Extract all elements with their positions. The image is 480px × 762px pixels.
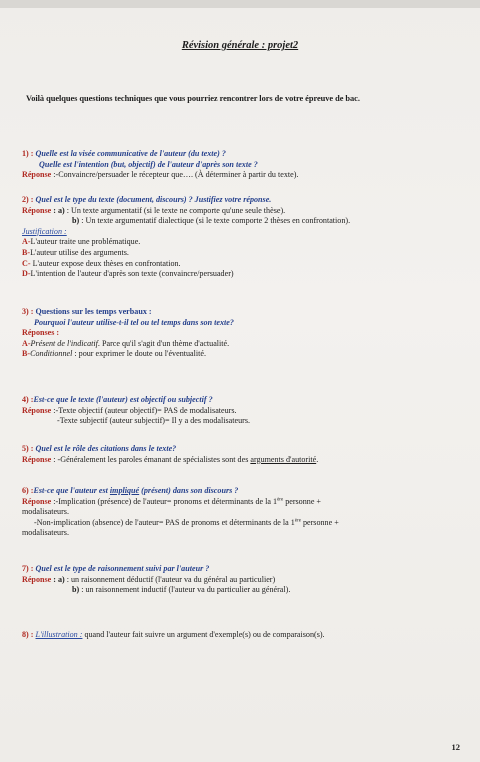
answer-label: Réponse bbox=[22, 496, 52, 506]
answer-label: Réponse bbox=[22, 170, 52, 180]
answer-text: modalisateurs. bbox=[22, 528, 69, 538]
answer-option-a: : a) bbox=[51, 205, 65, 215]
answer-option-a: : a) bbox=[51, 574, 65, 584]
answer-label: Réponse bbox=[22, 574, 52, 584]
section-5 bbox=[22, 444, 466, 465]
term-label: L'illustration : bbox=[35, 630, 83, 639]
question: Quelle est la visée communicative de l'auteur (du texte) ? bbox=[35, 149, 226, 158]
superscript: ère bbox=[277, 496, 284, 502]
section-number: 4) : bbox=[22, 395, 34, 404]
section-6 bbox=[22, 486, 466, 539]
question: Est-ce que l'auteur est bbox=[33, 486, 110, 495]
question: Est-ce que le texte (l'auteur) est objectif ou subjectif ? bbox=[33, 395, 213, 404]
answer-text: -Texte subjectif (auteur subjectif)= Il y a des modalisateurs. bbox=[57, 416, 251, 426]
list-marker: B- bbox=[22, 349, 31, 359]
answer-label: Réponse bbox=[22, 405, 52, 415]
answer-text: : -Généralement les paroles émanant de spécialistes sont des bbox=[51, 454, 251, 464]
page-title: Révision générale : projet2 bbox=[181, 40, 299, 51]
section-2 bbox=[22, 195, 466, 280]
section-3 bbox=[22, 307, 466, 360]
answer-text: personne + bbox=[300, 517, 339, 527]
list-marker: A- bbox=[22, 237, 31, 247]
answer-text: personne + bbox=[283, 496, 322, 506]
section-number: 6) : bbox=[22, 486, 34, 495]
answer-option-b: b) bbox=[72, 585, 80, 595]
section-7 bbox=[22, 564, 466, 596]
answer-text: :-Convaincre/persuader le récepteur que…. (À déterminer à partir du texte). bbox=[51, 170, 299, 180]
superscript: ère bbox=[294, 518, 301, 524]
section-number: 7) : bbox=[22, 564, 34, 573]
question: Quelle est l'intention (but, objectif) de l'auteur d'après son texte ? bbox=[39, 159, 258, 169]
answer-text: : pour exprimer le doute ou l'éventualité. bbox=[72, 349, 206, 359]
answer-end: . bbox=[316, 454, 319, 464]
answer-text: : un raisonnement déductif (l'auteur va du général au particulier) bbox=[64, 574, 276, 584]
section-number: 3) : bbox=[22, 307, 34, 316]
list-marker: D- bbox=[22, 269, 31, 279]
answer-text: : Un texte argumentatif dialectique (si le texte comporte 2 thèses en confrontation). bbox=[79, 216, 351, 226]
list-item: L'auteur traite une problématique. bbox=[30, 237, 141, 247]
answer-label: Réponse bbox=[22, 454, 52, 464]
answer-option-b: b) bbox=[72, 216, 80, 226]
list-marker: A- bbox=[22, 338, 31, 348]
question: Pourquoi l'auteur utilise-t-il tel ou tel temps dans son texte? bbox=[34, 317, 234, 327]
top-edge bbox=[0, 0, 480, 8]
section-8 bbox=[22, 630, 466, 641]
section-1 bbox=[22, 149, 466, 181]
list-item: L'auteur utilise des arguments. bbox=[30, 247, 129, 257]
tense-name: Présent de l'indicatif bbox=[30, 338, 98, 348]
question: Quel est le type du texte (document, discours) ? Justifiez votre réponse. bbox=[35, 195, 272, 204]
list-marker: C- bbox=[22, 258, 31, 268]
answer-text: : un raisonnement inductif (l'auteur va du particulier au général). bbox=[79, 585, 291, 595]
tense-name: Conditionnel bbox=[30, 349, 73, 359]
answer-label: Réponse bbox=[22, 205, 52, 215]
question: (présent) dans son discours ? bbox=[139, 486, 239, 495]
answer-emphasis: arguments d'autorité bbox=[250, 454, 317, 464]
section-4 bbox=[22, 395, 466, 427]
answer-text: :-Implication (présence) de l'auteur= pronoms et déterminants de la 1 bbox=[51, 496, 278, 506]
list-item: L'intention de l'auteur d'après son texte (convaincre/persuader) bbox=[30, 269, 234, 279]
section-number: 1) : bbox=[22, 149, 34, 158]
justification-label: Justification : bbox=[22, 226, 67, 236]
section-number: 2) : bbox=[22, 195, 34, 204]
list-item: L'auteur expose deux thèses en confrontation. bbox=[30, 258, 181, 268]
page-number: 12 bbox=[451, 742, 460, 752]
section-heading: Questions sur les temps verbaux : bbox=[35, 307, 152, 316]
answer-text: : Un texte argumentatif (si le texte ne comporte qu'une seule thèse). bbox=[64, 205, 286, 215]
answer-text: quand l'auteur fait suivre un argument d'exemple(s) ou de comparaison(s). bbox=[82, 630, 325, 639]
answer-text: -Non-implication (absence) de l'auteur= PAS de pronoms et déterminants de la 1 bbox=[34, 517, 295, 527]
answer-label: Réponses : bbox=[22, 328, 60, 338]
section-number: 8) : bbox=[22, 630, 34, 639]
answer-text: modalisateurs. bbox=[22, 507, 69, 517]
section-number: 5) : bbox=[22, 444, 34, 453]
answer-text: :-Texte objectif (auteur objectif)= PAS de modalisateurs. bbox=[51, 405, 237, 415]
answer-text: . Parce qu'il s'agit d'un thème d'actualité. bbox=[97, 338, 230, 348]
question-emphasis: impliqué bbox=[109, 486, 140, 495]
question: Quel est le type de raisonnement suivi par l'auteur ? bbox=[35, 564, 210, 573]
list-marker: B- bbox=[22, 247, 31, 257]
question: Quel est le rôle des citations dans le texte? bbox=[35, 444, 177, 453]
intro-text: Voilà quelques questions techniques que vous pourriez rencontrer lors de votre épreuve de bac. bbox=[26, 94, 360, 103]
